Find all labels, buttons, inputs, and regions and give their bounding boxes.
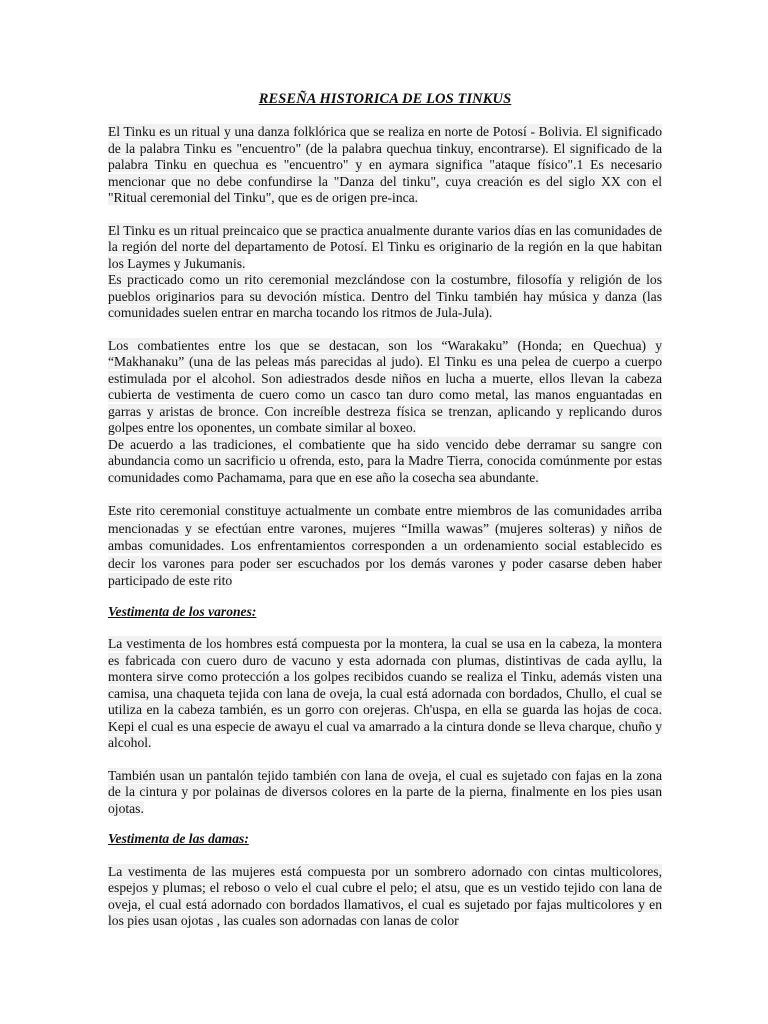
paragraph-preincaico: [108, 223, 662, 273]
spacer: [108, 620, 662, 636]
paragraph-intro: [108, 124, 662, 207]
document-title: RESEÑA HISTORICA DE LOS TINKUS: [258, 91, 512, 107]
paragraph-men-pants-text: También usan un pantalón tejido también con lana de oveja, el cual es sujetado con fajas en la zona de la cintura y por polainas de diversos colores en la parte de la pierna, finalmente en los pies usan ojotas.: [108, 767, 662, 816]
paragraph-preincaico-text: El Tinku es un ritual preincaico que se practica anualmente durante varios días en las comunidades de la región del norte del departamento de Potosí. El Tinku es originario de la región en la que habitan los Laymes y Jukumanis.: [108, 222, 662, 271]
paragraph-men-clothing: [108, 636, 662, 752]
spacer: [108, 322, 662, 338]
spacer: [108, 590, 662, 604]
spacer: [108, 486, 662, 502]
paragraph-rito-ceremonial: [108, 272, 662, 322]
paragraph-men-pants: [108, 768, 662, 818]
paragraph-combatientes-text: Los combatientes entre los que se destacan, son los “Warakaku” (Honda; en Quechua) y “Makhanaku” (una de las peleas más parecidas al judo). El Tinku es una pelea de cuerpo a cuerpo estimulada por el alcohol. Son adiestrados desde niños en lucha a muerte, ellos llevan la cabeza cubierta de vestimenta de cuero como un casco tan duro como metal, las manos enguantadas en garras y aristas de bronce. Con increíble destreza física se trenzan, aplicando y replicando duros golpes entre los oponentes, un combate similar al boxeo.: [108, 337, 662, 435]
spacer: [108, 817, 662, 831]
paragraph-women-clothing-text: La vestimenta de las mujeres está compuesta por un sombrero adornado con cintas multicolores, espejos y plumas; el reboso o velo el cual cubre el pelo; el atsu, que es un vestido tejido con lana de oveja, el cual está adornado con bordados llamativos, el cual es sujetado por fajas multicolores y en los pies usan ojotas , las cuales son adornadas con lanas de color: [108, 863, 662, 928]
spacer: [108, 752, 662, 768]
paragraph-tradiciones: [108, 437, 662, 487]
paragraph-intro-text: El Tinku es un ritual y una danza folklórica que se realiza en norte de Potosí - Bolivia. El significado de la palabra Tinku es "encuentro" (de la palabra quechua tinkuy, encontrarse). El significado de la palabra Tinku en quechua es "encuentro" y en aymara significa "ataque físico".1 Es necesario mencionar que no debe confundirse la "Danza del tinku", cuya creación es del siglo XX con el "Ritual ceremonial del Tinku", que es de origen pre-inca.: [108, 124, 662, 205]
paragraph-tradiciones-text: De acuerdo a las tradiciones, el combatiente que ha sido vencido debe derramar su sangre con abundancia como un sacrificio u ofrenda, esto, para la Madre Tierra, conocida comúnmente por estas comunidades como Pachamama, para que en ese año la cosecha sea abundante.: [108, 436, 662, 485]
spacer: [108, 207, 662, 223]
document-content: [108, 91, 662, 930]
paragraph-rito-ceremonial-text: Es practicado como un rito ceremonial mezclándose con la costumbre, filosofía y religión de los pueblos originarios para su devoción mística. Dentro del Tinku también hay música y danza (las comunidades suelen entrar en marcha tocando los ritmos de Jula-Jula).: [108, 272, 662, 320]
subheading-women: Vestimenta de las damas:: [108, 831, 249, 846]
paragraph-combate-actual: [108, 502, 662, 590]
paragraph-combatientes: [108, 338, 662, 437]
paragraph-combate-actual-text: Este rito ceremonial constituye actualmente un combate entre miembros de las comunidades arriba mencionadas y se efectúan entre varones, mujeres “Imilla wawas” (mujeres solteras) y niños de ambas comunidades. Los enfrentamientos corresponden a un ordenamiento social establecido es decir los varones para poder ser escuchados por los demás varones y poder casarse deben haber participado de este rito: [108, 503, 662, 588]
paragraph-women-clothing: [108, 864, 662, 930]
paragraph-men-clothing-text: La vestimenta de los hombres está compuesta por la montera, la cual se usa en la cabeza, la montera es fabricada con cuero duro de vacuno y esta adornada con plumas, distintivas de cada ayllu, la montera sirve como protección a los golpes recibidos cuando se realiza el Tinku, además visten una camisa, una chaqueta tejida con lana de oveja, la cual está adornada con bordados, Chullo, el cual se utiliza en la cabeza también, es un gorro con orejeras. Ch'uspa, en ella se guarda las hojas de coca. Kepi el cual es una especie de awayu el cual va amarrado a la cintura donde se lleva charque, chuño y alcohol.: [108, 636, 662, 750]
spacer: [108, 848, 662, 864]
subheading-men: Vestimenta de los varones:: [108, 603, 257, 619]
